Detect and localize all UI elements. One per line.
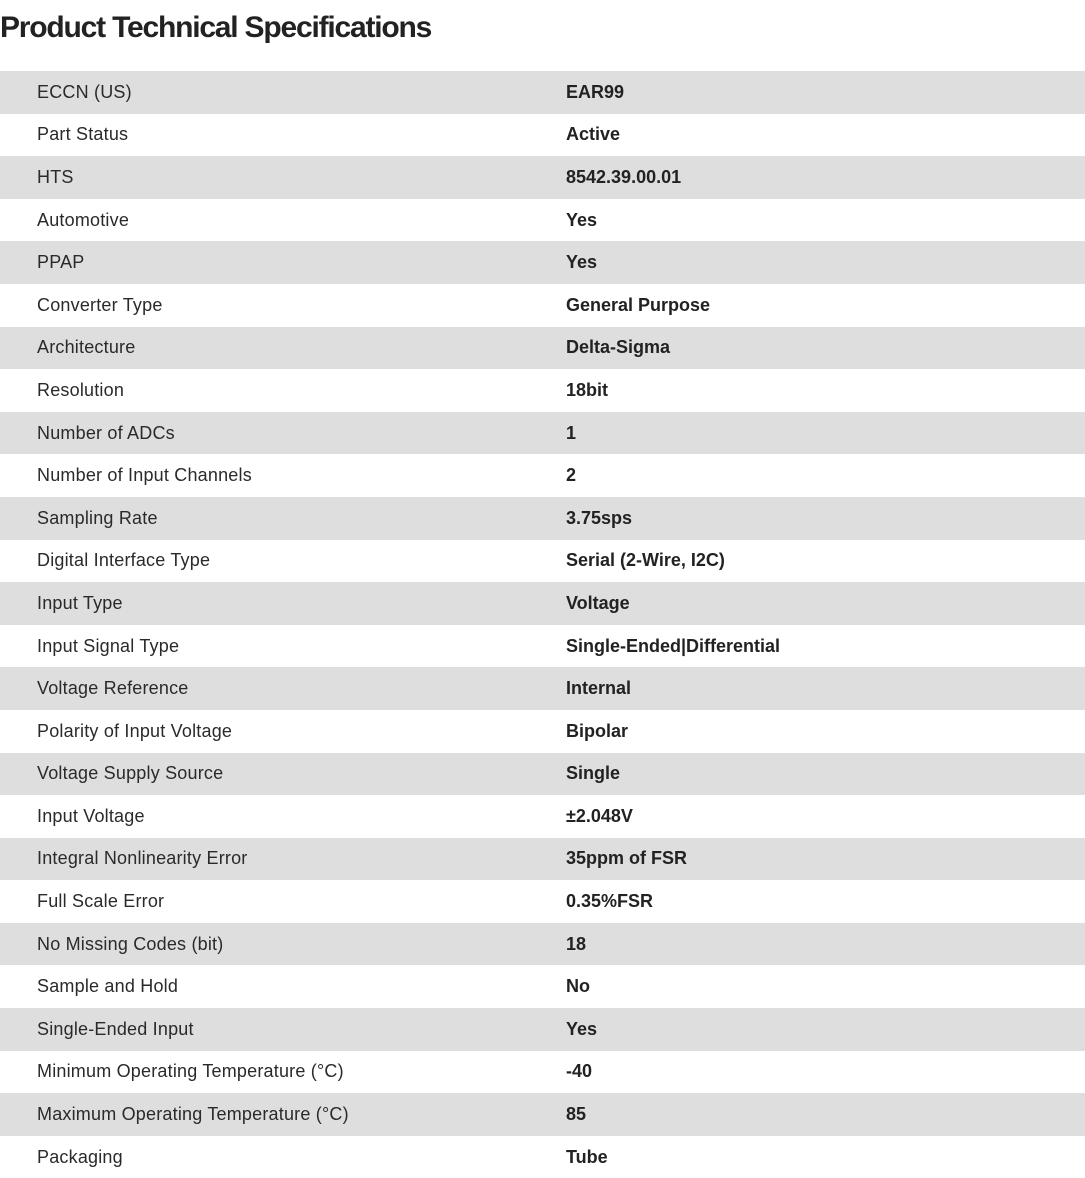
spec-row	[0, 497, 1085, 540]
spec-table	[0, 71, 1085, 1178]
spec-row	[0, 454, 1085, 497]
spec-label: Input Voltage	[37, 805, 145, 826]
spec-value: Delta-Sigma	[566, 337, 671, 358]
spec-value: Voltage	[566, 592, 630, 613]
spec-row	[0, 156, 1085, 199]
spec-label: Sample and Hold	[37, 976, 179, 997]
spec-label: Minimum Operating Temperature (°C)	[37, 1061, 344, 1082]
spec-label: Single-Ended Input	[37, 1018, 194, 1039]
spec-row	[0, 625, 1085, 668]
spec-label: Integral Nonlinearity Error	[37, 848, 248, 869]
spec-row	[0, 1136, 1085, 1178]
spec-label: Maximum Operating Temperature (°C)	[37, 1104, 349, 1125]
spec-label: Voltage Reference	[37, 678, 189, 699]
spec-row	[0, 795, 1085, 838]
spec-row	[0, 71, 1085, 114]
spec-label: Full Scale Error	[37, 891, 165, 912]
page-title: Product Technical Specifications	[0, 11, 432, 44]
spec-label: PPAP	[37, 252, 85, 273]
spec-table-body	[0, 71, 1085, 1178]
spec-value: 3.75sps	[566, 507, 633, 528]
spec-value: 2	[566, 465, 577, 486]
spec-label: Number of Input Channels	[37, 465, 252, 486]
spec-label: ECCN (US)	[37, 81, 132, 102]
spec-label: Resolution	[37, 379, 125, 400]
spec-label: Polarity of Input Voltage	[37, 720, 233, 741]
spec-value: 85	[566, 1104, 587, 1125]
spec-row	[0, 753, 1085, 796]
spec-value: Single-Ended|Differential	[566, 635, 781, 656]
spec-value: Yes	[566, 1018, 598, 1039]
spec-label: No Missing Codes (bit)	[37, 933, 224, 954]
spec-row	[0, 582, 1085, 625]
spec-label: Digital Interface Type	[37, 550, 211, 571]
spec-row	[0, 369, 1085, 412]
spec-value: Tube	[566, 1146, 608, 1167]
spec-row	[0, 923, 1085, 966]
spec-row	[0, 710, 1085, 753]
spec-row	[0, 1008, 1085, 1051]
spec-label: Packaging	[37, 1146, 123, 1167]
spec-label: Voltage Supply Source	[37, 763, 224, 784]
spec-label: Automotive	[37, 209, 130, 230]
spec-label: Architecture	[37, 337, 136, 358]
spec-value: Yes	[566, 209, 598, 230]
spec-row	[0, 114, 1085, 157]
spec-row	[0, 1093, 1085, 1136]
spec-value: 0.35%FSR	[566, 891, 654, 912]
spec-label: Input Type	[37, 592, 123, 613]
spec-value: ±2.048V	[566, 805, 633, 826]
spec-row	[0, 1051, 1085, 1094]
spec-label: Converter Type	[37, 294, 163, 315]
spec-row	[0, 880, 1085, 923]
spec-value: Internal	[566, 678, 632, 699]
spec-value: 8542.39.00.01	[566, 166, 682, 187]
spec-row	[0, 327, 1085, 370]
spec-value: 35ppm of FSR	[566, 848, 688, 869]
spec-value: Active	[566, 124, 621, 145]
spec-value: Yes	[566, 252, 598, 273]
spec-row	[0, 838, 1085, 881]
spec-label: HTS	[37, 166, 74, 187]
spec-row	[0, 540, 1085, 583]
spec-value: Serial (2-Wire, I2C)	[566, 550, 725, 571]
spec-label: Number of ADCs	[37, 422, 175, 443]
spec-label: Sampling Rate	[37, 507, 158, 528]
spec-value: General Purpose	[566, 294, 711, 315]
spec-label: Input Signal Type	[37, 635, 180, 656]
spec-value: No	[566, 976, 590, 997]
spec-label: Part Status	[37, 124, 129, 145]
spec-row	[0, 284, 1085, 327]
spec-value: -40	[566, 1061, 593, 1082]
spec-value: Bipolar	[566, 720, 629, 741]
spec-value: 1	[566, 422, 577, 443]
spec-row	[0, 412, 1085, 455]
spec-value: 18	[566, 933, 587, 954]
spec-value: EAR99	[566, 81, 625, 102]
spec-row	[0, 965, 1085, 1008]
spec-row	[0, 241, 1085, 284]
spec-value: 18bit	[566, 379, 609, 400]
spec-value: Single	[566, 763, 621, 784]
spec-row	[0, 667, 1085, 710]
spec-row	[0, 199, 1085, 242]
